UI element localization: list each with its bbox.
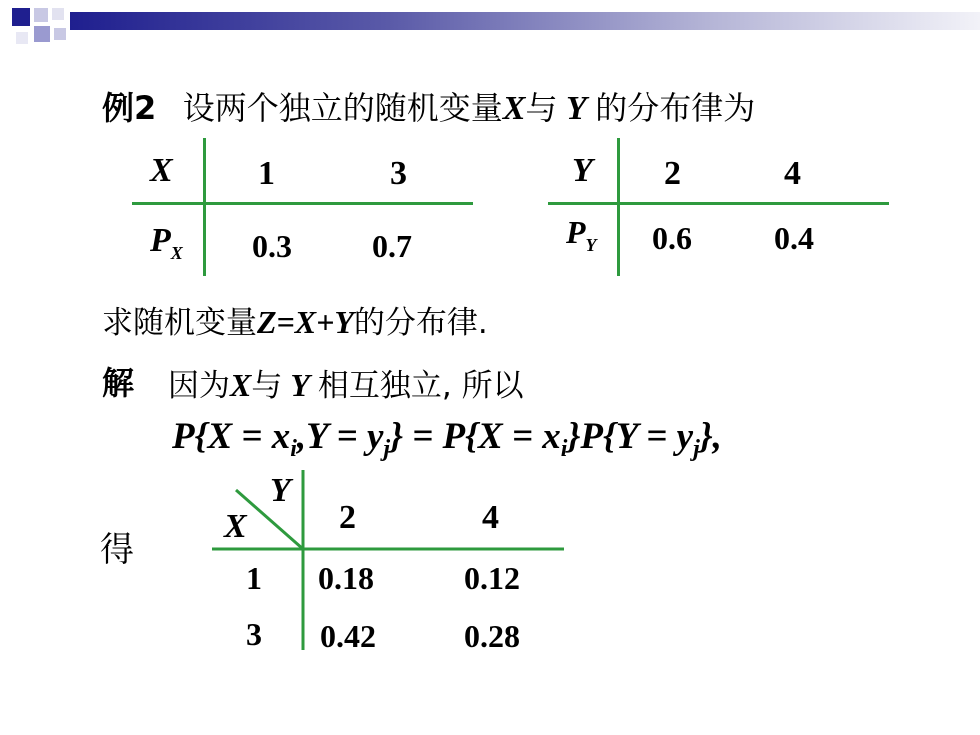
prob-subscript: Y [585,235,597,255]
table-x-prob: 0.7 [372,228,412,264]
header-gradient-bar [70,12,980,30]
solution-conj: 与 [251,368,283,404]
joint-cell: 0.28 [464,618,520,654]
problem-title [102,83,755,129]
solution-text [168,360,524,405]
joint-cell: 0.12 [464,560,520,596]
table-y-vline [617,138,620,276]
solution-var-y: Y [290,367,310,403]
question-text-before: 求随机变量 [102,305,257,341]
joint-cell: 0.42 [320,618,376,654]
formula-subscript: i [560,436,568,462]
table-x-hline [132,202,473,205]
formula-part: }, [699,416,722,457]
formula-part: } = P{X = x [390,416,561,457]
prob-symbol: P [150,222,171,259]
header-squares-decoration [12,8,76,52]
table-x-header: X [150,152,173,189]
table-y-hline [548,202,889,205]
joint-col-value: 2 [339,499,356,536]
title-var-x: X [502,90,526,127]
prob-subscript: X [170,243,183,263]
table-y-prob: 0.4 [774,220,814,256]
joint-row-value: 3 [246,616,262,652]
joint-row-value: 1 [246,560,262,596]
prob-symbol: P [566,214,586,250]
joint-col-value: 4 [482,499,499,536]
solution-label: 解 [102,364,135,402]
formula-subscript: i [290,436,297,462]
question-text-after: 的分布律. [353,305,488,341]
formula-part: ,Y = y [296,416,384,457]
independence-formula [172,415,722,463]
formula-part: }P{Y = y [567,416,694,457]
solution-var-x: X [230,367,252,403]
example-label: 例2 [102,89,157,127]
title-text-before: 设两个独立的随机变量 [182,89,503,127]
table-y-prob-label [566,214,597,256]
table-x-value: 3 [390,155,407,192]
table-x-prob-label [150,222,183,264]
table-x-vline [203,138,206,276]
table-y-value: 2 [664,155,681,192]
joint-row-var: X [224,508,247,545]
solution-text1: 因为 [168,368,230,404]
formula-subscript: j [383,436,391,462]
table-y-header: Y [572,152,593,189]
table-x-prob: 0.3 [252,228,292,264]
joint-cell: 0.18 [318,560,374,596]
joint-col-var: Y [270,472,291,509]
title-text-after: 的分布律为 [595,89,756,127]
title-conj: 与 [525,89,558,127]
table-y-value: 4 [784,155,801,192]
question-text [102,297,488,342]
title-var-y: Y [566,90,587,127]
formula-subscript: j [693,436,700,462]
table-y-prob: 0.6 [652,220,692,256]
result-label: 得 [100,530,134,570]
question-expr: Z=X+Y [257,304,354,340]
solution-text2: 相互独立, 所以 [317,368,524,404]
formula-part: P{X = x [172,416,291,457]
table-x-value: 1 [258,155,275,192]
